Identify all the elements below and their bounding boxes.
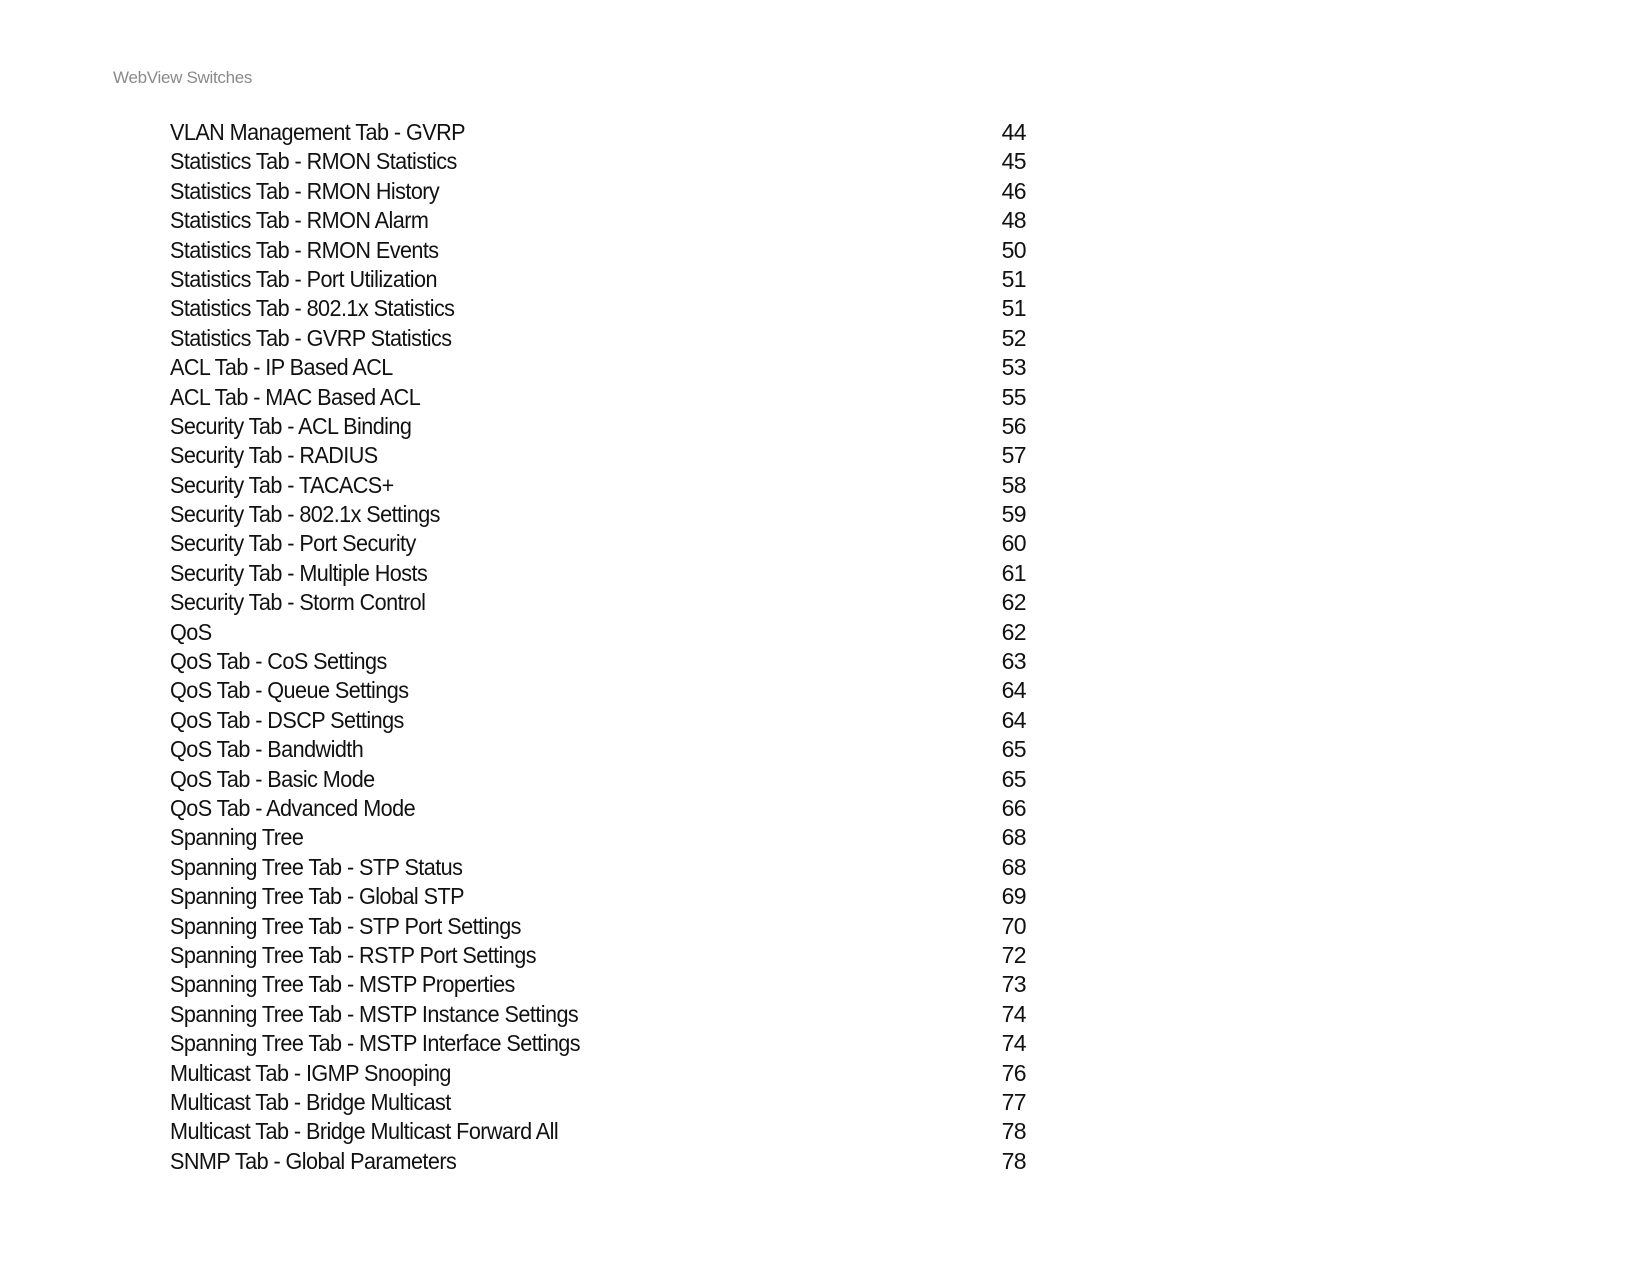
toc-entry[interactable] xyxy=(170,500,1026,529)
toc-entry-page-number: 78 xyxy=(1001,1147,1026,1174)
toc-entry[interactable] xyxy=(170,383,1026,412)
toc-entry-title: Spanning Tree Tab - RSTP Port Settings xyxy=(170,941,536,968)
toc-entry[interactable] xyxy=(170,1117,1026,1146)
toc-entry[interactable] xyxy=(170,147,1026,176)
toc-entry-title: Statistics Tab - RMON Statistics xyxy=(170,148,457,175)
toc-entry-title: Statistics Tab - RMON History xyxy=(170,177,440,204)
toc-entry-title: Security Tab - TACACS+ xyxy=(170,471,394,498)
toc-entry-page-number: 78 xyxy=(1001,1118,1026,1145)
toc-entry-page-number: 52 xyxy=(1001,324,1026,351)
toc-entry-title: Multicast Tab - Bridge Multicast Forward All xyxy=(170,1118,559,1145)
toc-entry[interactable] xyxy=(170,823,1026,852)
toc-entry[interactable] xyxy=(170,794,1026,823)
toc-entry[interactable] xyxy=(170,588,1026,617)
toc-entry[interactable] xyxy=(170,1029,1026,1058)
toc-entry[interactable] xyxy=(170,853,1026,882)
toc-entry-page-number: 56 xyxy=(1001,412,1026,439)
toc-entry[interactable] xyxy=(170,471,1026,500)
toc-entry-title: Multicast Tab - IGMP Snooping xyxy=(170,1059,451,1086)
toc-entry[interactable] xyxy=(170,941,1026,970)
toc-entry[interactable] xyxy=(170,265,1026,294)
toc-entry[interactable] xyxy=(170,412,1026,441)
toc-entry[interactable] xyxy=(170,294,1026,323)
toc-entry-page-number: 65 xyxy=(1001,765,1026,792)
toc-entry[interactable] xyxy=(170,118,1026,147)
toc-entry-page-number: 48 xyxy=(1001,207,1026,234)
toc-entry[interactable] xyxy=(170,1147,1026,1176)
toc-entry-title: Statistics Tab - RMON Alarm xyxy=(170,207,429,234)
toc-entry-title: SNMP Tab - Global Parameters xyxy=(170,1147,457,1174)
toc-entry[interactable] xyxy=(170,647,1026,676)
toc-entry-title: Security Tab - Multiple Hosts xyxy=(170,559,428,586)
toc-entry-page-number: 55 xyxy=(1001,383,1026,410)
toc-entry-title: Spanning Tree Tab - STP Port Settings xyxy=(170,912,521,939)
toc-entry-page-number: 61 xyxy=(1001,559,1026,586)
toc-entry-title: ACL Tab - IP Based ACL xyxy=(170,354,393,381)
toc-entry-page-number: 51 xyxy=(1001,265,1026,292)
toc-entry[interactable] xyxy=(170,765,1026,794)
toc-entry-page-number: 69 xyxy=(1001,883,1026,910)
toc-entry-title: Spanning Tree Tab - Global STP xyxy=(170,883,464,910)
toc-entry-page-number: 64 xyxy=(1001,677,1026,704)
toc-entry[interactable] xyxy=(170,1059,1026,1088)
toc-entry-title: Spanning Tree Tab - MSTP Properties xyxy=(170,971,515,998)
toc-entry-page-number: 68 xyxy=(1001,853,1026,880)
toc-entry-title: Security Tab - ACL Binding xyxy=(170,412,412,439)
toc-entry[interactable] xyxy=(170,441,1026,470)
toc-entry-title: Statistics Tab - 802.1x Statistics xyxy=(170,295,455,322)
toc-entry-title: Multicast Tab - Bridge Multicast xyxy=(170,1088,451,1115)
toc-entry-title: Security Tab - Port Security xyxy=(170,530,416,557)
toc-entry-title: Statistics Tab - Port Utilization xyxy=(170,265,437,292)
toc-entry-page-number: 72 xyxy=(1001,941,1026,968)
toc-entry-title: Spanning Tree xyxy=(170,824,304,851)
toc-entry-page-number: 62 xyxy=(1001,618,1026,645)
toc-entry-title: Security Tab - RADIUS xyxy=(170,442,378,469)
toc-entry[interactable] xyxy=(170,1088,1026,1117)
toc-entry[interactable] xyxy=(170,206,1026,235)
toc-entry-title: Spanning Tree Tab - MSTP Instance Settings xyxy=(170,1000,579,1027)
toc-entry-page-number: 74 xyxy=(1001,1030,1026,1057)
toc-entry[interactable] xyxy=(170,676,1026,705)
toc-entry-title: VLAN Management Tab - GVRP xyxy=(170,119,465,145)
toc-entry-page-number: 44 xyxy=(1001,119,1026,145)
toc-entry-page-number: 66 xyxy=(1001,794,1026,821)
toc-entry-page-number: 62 xyxy=(1001,589,1026,616)
toc-entry-page-number: 68 xyxy=(1001,824,1026,851)
toc-entry[interactable] xyxy=(170,529,1026,558)
toc-entry-title: QoS Tab - Queue Settings xyxy=(170,677,409,704)
toc-entry[interactable] xyxy=(170,970,1026,999)
toc-entry-page-number: 77 xyxy=(1001,1088,1026,1115)
toc-entry[interactable] xyxy=(170,882,1026,911)
toc-entry-title: Security Tab - 802.1x Settings xyxy=(170,501,440,528)
toc-entry-title: ACL Tab - MAC Based ACL xyxy=(170,383,421,410)
toc-entry-page-number: 63 xyxy=(1001,648,1026,675)
toc-entry-page-number: 58 xyxy=(1001,471,1026,498)
toc-entry-page-number: 74 xyxy=(1001,1000,1026,1027)
toc-entry-title: QoS Tab - CoS Settings xyxy=(170,648,387,675)
toc-entry[interactable] xyxy=(170,618,1026,647)
toc-entry[interactable] xyxy=(170,353,1026,382)
toc-entry-page-number: 50 xyxy=(1001,236,1026,263)
toc-entry-title: QoS Tab - Basic Mode xyxy=(170,765,375,792)
toc-entry-page-number: 65 xyxy=(1001,736,1026,763)
toc-entry-title: Spanning Tree Tab - MSTP Interface Settings xyxy=(170,1030,581,1057)
table-of-contents xyxy=(170,118,1026,1176)
toc-entry-title: Spanning Tree Tab - STP Status xyxy=(170,853,463,880)
toc-entry-title: Statistics Tab - GVRP Statistics xyxy=(170,324,452,351)
toc-entry-title: QoS Tab - Bandwidth xyxy=(170,736,364,763)
toc-entry-page-number: 60 xyxy=(1001,530,1026,557)
toc-entry-title: QoS xyxy=(170,618,212,645)
toc-entry-page-number: 57 xyxy=(1001,442,1026,469)
toc-entry-page-number: 53 xyxy=(1001,354,1026,381)
toc-entry-page-number: 73 xyxy=(1001,971,1026,998)
toc-entry[interactable] xyxy=(170,1000,1026,1029)
toc-entry-page-number: 59 xyxy=(1001,501,1026,528)
toc-entry[interactable] xyxy=(170,177,1026,206)
toc-entry[interactable] xyxy=(170,912,1026,941)
toc-entry-page-number: 45 xyxy=(1001,148,1026,175)
toc-entry-page-number: 51 xyxy=(1001,295,1026,322)
toc-entry-title: Statistics Tab - RMON Events xyxy=(170,236,439,263)
toc-entry-title: QoS Tab - Advanced Mode xyxy=(170,794,416,821)
toc-entry-title: QoS Tab - DSCP Settings xyxy=(170,706,404,733)
toc-entry-page-number: 64 xyxy=(1001,706,1026,733)
toc-entry-page-number: 76 xyxy=(1001,1059,1026,1086)
toc-entry[interactable] xyxy=(170,735,1026,764)
toc-entry-title: Security Tab - Storm Control xyxy=(170,589,426,616)
running-header: WebView Switches xyxy=(113,68,253,87)
toc-entry-page-number: 46 xyxy=(1001,177,1026,204)
toc-entry[interactable] xyxy=(170,324,1026,353)
toc-entry[interactable] xyxy=(170,559,1026,588)
toc-entry-page-number: 70 xyxy=(1001,912,1026,939)
toc-entry[interactable] xyxy=(170,706,1026,735)
toc-entry[interactable] xyxy=(170,236,1026,265)
